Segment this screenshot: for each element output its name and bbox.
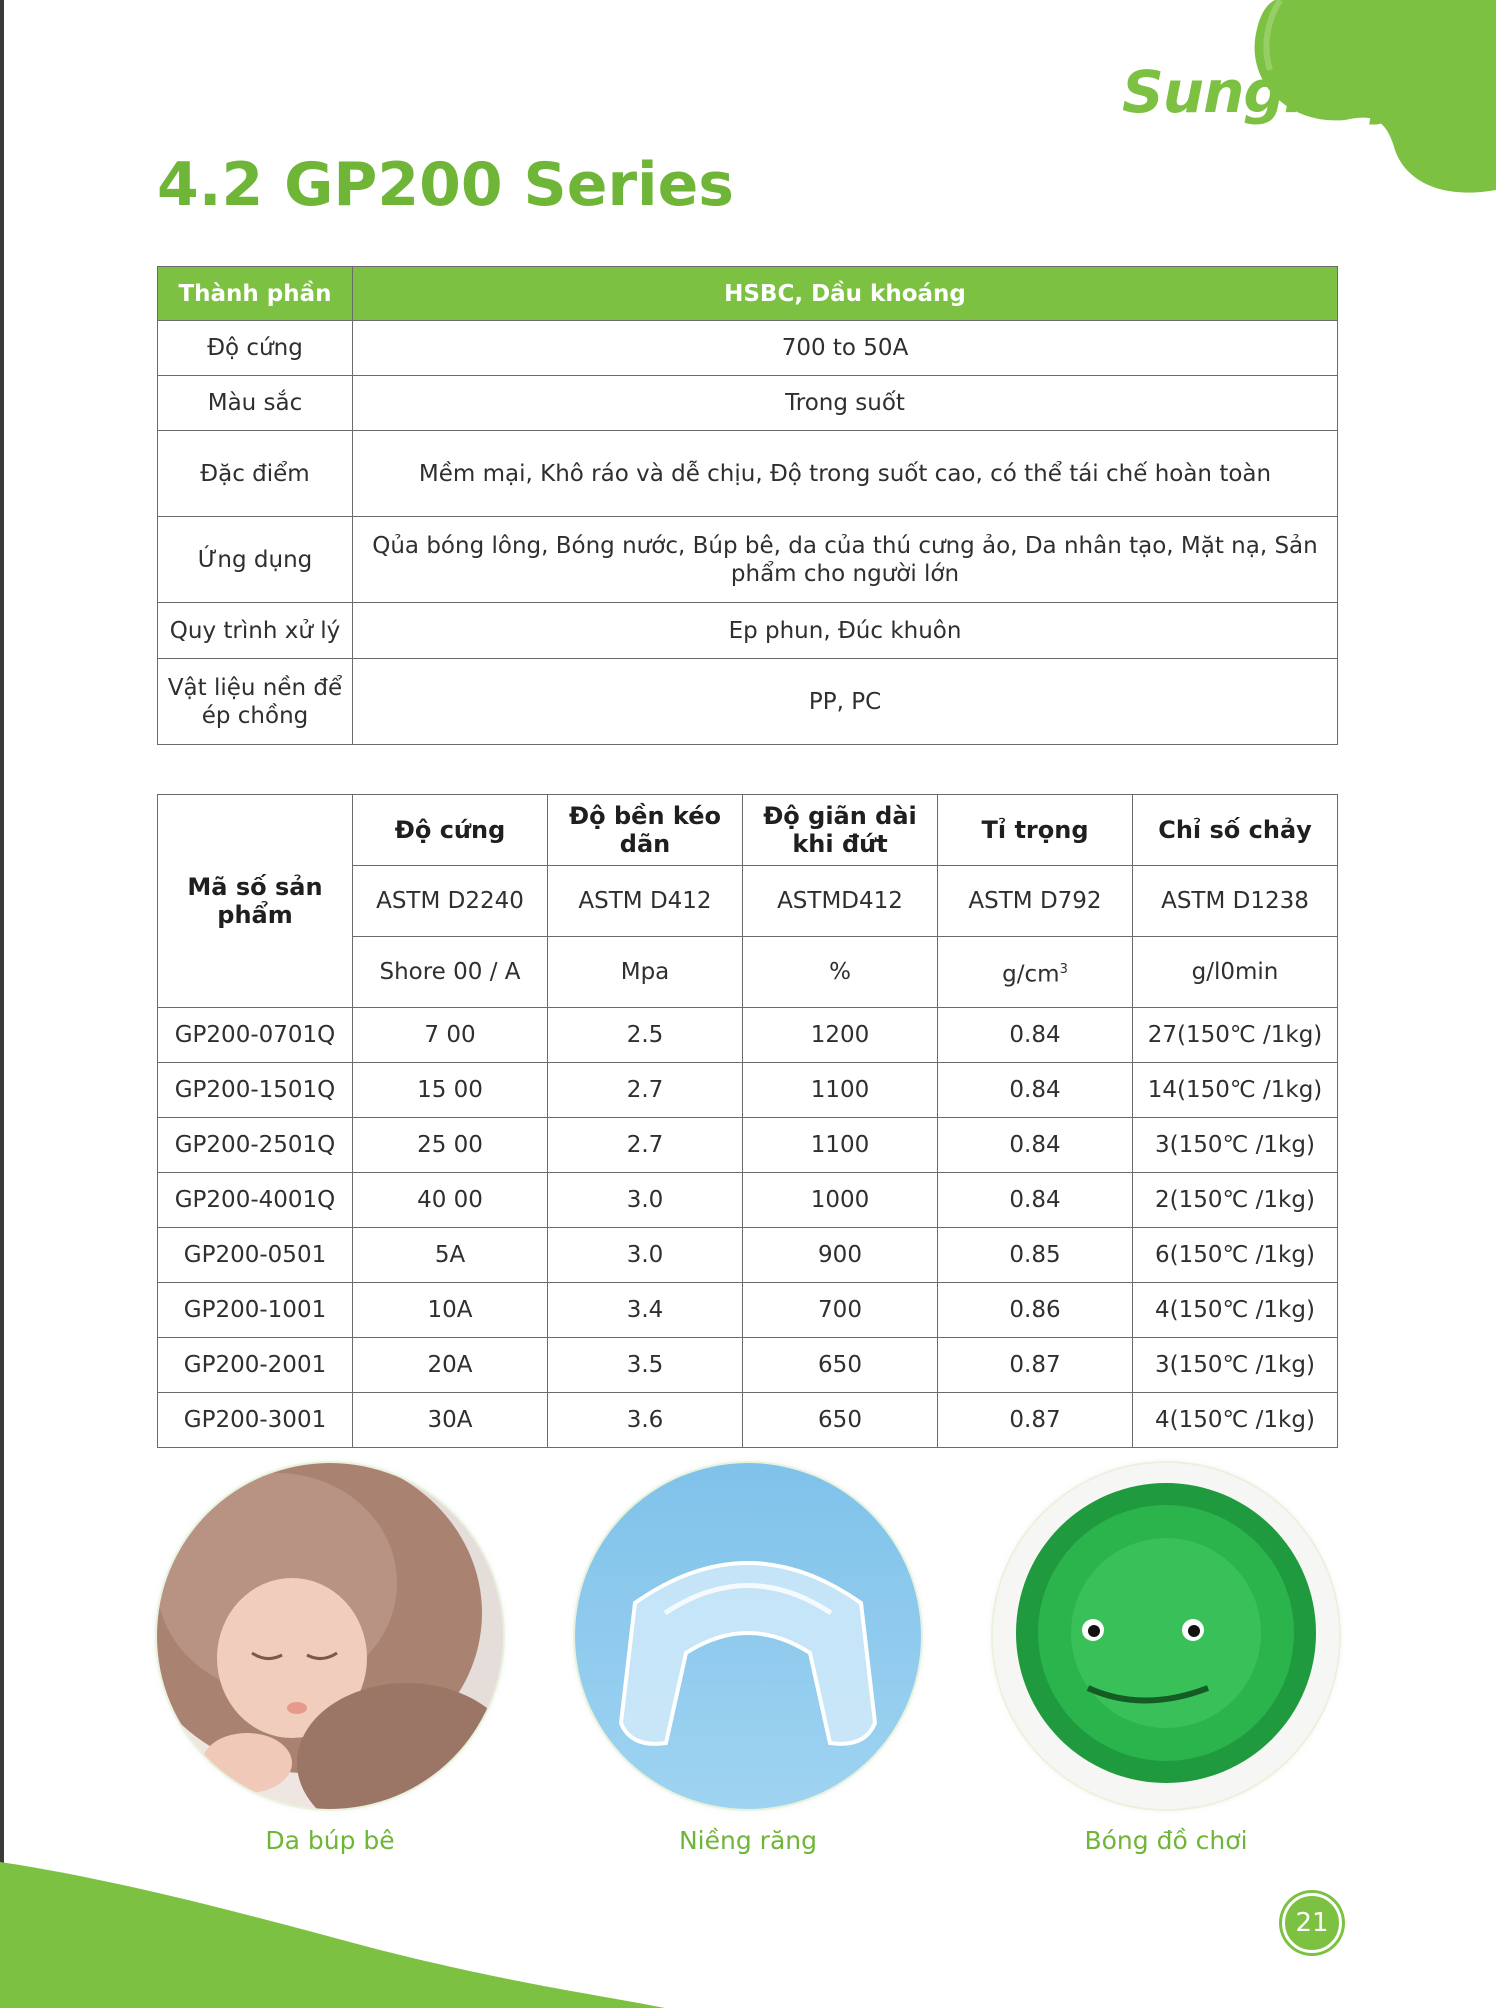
product-hardness: 30A xyxy=(353,1393,548,1448)
product-density: 0.85 xyxy=(938,1228,1133,1283)
column-name: Chỉ số chảy xyxy=(1133,795,1338,866)
product-code: GP200-0701Q xyxy=(158,1008,353,1063)
product-code: GP200-0501 xyxy=(158,1228,353,1283)
column-unit: % xyxy=(743,937,938,1008)
product-mfi: 27(150℃ /1kg) xyxy=(1133,1008,1338,1063)
column-standard: ASTM D2240 xyxy=(353,866,548,937)
table-row xyxy=(158,321,1338,376)
product-tensile: 3.5 xyxy=(548,1338,743,1393)
gallery-caption: Da búp bê xyxy=(265,1826,395,1855)
table-row xyxy=(158,1393,1338,1448)
spec-value: Trong suốt xyxy=(353,376,1338,431)
product-code: GP200-4001Q xyxy=(158,1173,353,1228)
brand-logo: Sunglory xyxy=(1122,58,1407,126)
column-unit: Mpa xyxy=(548,937,743,1008)
table-row xyxy=(158,1283,1338,1338)
product-density: 0.87 xyxy=(938,1393,1133,1448)
spec-label: Vật liệu nền để ép chồng xyxy=(158,659,353,745)
spec-label: Quy trình xử lý xyxy=(158,603,353,659)
product-hardness: 5A xyxy=(353,1228,548,1283)
unit-base: g/cm xyxy=(1002,961,1060,988)
code-header: Mã số sản phẩm xyxy=(158,795,353,1008)
column-name: Tỉ trọng xyxy=(938,795,1133,866)
product-tensile: 3.4 xyxy=(548,1283,743,1338)
product-code: GP200-1501Q xyxy=(158,1063,353,1118)
product-mfi: 4(150℃ /1kg) xyxy=(1133,1393,1338,1448)
spec-header-value: HSBC, Dầu khoáng xyxy=(353,267,1338,321)
column-unit: Shore 00 / A xyxy=(353,937,548,1008)
product-elongation: 1200 xyxy=(743,1008,938,1063)
product-hardness: 20A xyxy=(353,1338,548,1393)
product-mfi: 3(150℃ /1kg) xyxy=(1133,1338,1338,1393)
spec-table xyxy=(157,266,1338,745)
column-name-row xyxy=(158,795,1338,866)
spec-label: Độ cứng xyxy=(158,321,353,376)
spec-value: Ep phun, Đúc khuôn xyxy=(353,603,1338,659)
product-density: 0.87 xyxy=(938,1338,1133,1393)
product-tensile: 2.7 xyxy=(548,1118,743,1173)
product-mfi: 3(150℃ /1kg) xyxy=(1133,1118,1338,1173)
product-code: GP200-2001 xyxy=(158,1338,353,1393)
column-name: Độ bền kéo dãn xyxy=(548,795,743,866)
spec-value: Mềm mại, Khô ráo và dễ chịu, Độ trong suốt cao, có thể tái chế hoàn toàn xyxy=(353,431,1338,517)
table-row xyxy=(158,659,1338,745)
product-tensile: 3.0 xyxy=(548,1228,743,1283)
spec-value: Qủa bóng lông, Bóng nước, Búp bê, da của thú cưng ảo, Da nhân tạo, Mặt nạ, Sản phẩm cho người lớn xyxy=(353,517,1338,603)
table-row xyxy=(158,1228,1338,1283)
product-hardness: 25 00 xyxy=(353,1118,548,1173)
unit-superscript: 3 xyxy=(1059,961,1068,977)
table-row xyxy=(158,376,1338,431)
column-standard: ASTM D412 xyxy=(548,866,743,937)
product-density: 0.86 xyxy=(938,1283,1133,1338)
product-hardness: 7 00 xyxy=(353,1008,548,1063)
table-row xyxy=(158,1008,1338,1063)
toy-ball-photo-icon xyxy=(993,1463,1339,1809)
product-table xyxy=(157,794,1338,1448)
product-tensile: 2.5 xyxy=(548,1008,743,1063)
table-row xyxy=(158,431,1338,517)
product-density: 0.84 xyxy=(938,1063,1133,1118)
product-mfi: 14(150℃ /1kg) xyxy=(1133,1063,1338,1118)
product-elongation: 1100 xyxy=(743,1118,938,1173)
column-unit: g/l0min xyxy=(1133,937,1338,1008)
product-mfi: 4(150℃ /1kg) xyxy=(1133,1283,1338,1338)
table-row xyxy=(158,517,1338,603)
product-density: 0.84 xyxy=(938,1173,1133,1228)
product-mfi: 6(150℃ /1kg) xyxy=(1133,1228,1338,1283)
product-mfi: 2(150℃ /1kg) xyxy=(1133,1173,1338,1228)
column-standard: ASTMD412 xyxy=(743,866,938,937)
table-row xyxy=(158,603,1338,659)
product-tensile: 3.6 xyxy=(548,1393,743,1448)
product-elongation: 700 xyxy=(743,1283,938,1338)
product-elongation: 650 xyxy=(743,1393,938,1448)
product-tensile: 2.7 xyxy=(548,1063,743,1118)
product-hardness: 10A xyxy=(353,1283,548,1338)
product-elongation: 1100 xyxy=(743,1063,938,1118)
product-elongation: 650 xyxy=(743,1338,938,1393)
gallery-caption: Bóng đồ chơi xyxy=(1084,1826,1248,1855)
product-hardness: 40 00 xyxy=(353,1173,548,1228)
spec-label: Ứng dụng xyxy=(158,517,353,603)
product-tensile: 3.0 xyxy=(548,1173,743,1228)
product-density: 0.84 xyxy=(938,1118,1133,1173)
column-name: Độ cứng xyxy=(353,795,548,866)
table-row xyxy=(158,1063,1338,1118)
column-standard: ASTM D792 xyxy=(938,866,1133,937)
page-number: 21 xyxy=(1282,1893,1342,1953)
product-elongation: 900 xyxy=(743,1228,938,1283)
spec-header-label: Thành phần xyxy=(158,267,353,321)
column-standard: ASTM D1238 xyxy=(1133,866,1338,937)
table-row xyxy=(158,1173,1338,1228)
doll-photo-icon xyxy=(157,1463,503,1809)
product-code: GP200-3001 xyxy=(158,1393,353,1448)
product-code: GP200-1001 xyxy=(158,1283,353,1338)
column-name: Độ giãn dài khi đứt xyxy=(743,795,938,866)
mouthguard-photo-icon xyxy=(575,1463,921,1809)
gallery-caption: Niềng răng xyxy=(678,1826,817,1855)
page-title: 4.2 GP200 Series xyxy=(157,150,735,220)
product-density: 0.84 xyxy=(938,1008,1133,1063)
product-elongation: 1000 xyxy=(743,1173,938,1228)
spec-label: Đặc điểm xyxy=(158,431,353,517)
product-hardness: 15 00 xyxy=(353,1063,548,1118)
spec-value: PP, PC xyxy=(353,659,1338,745)
table-row xyxy=(158,1118,1338,1173)
column-unit xyxy=(938,937,1133,1008)
spec-label: Màu sắc xyxy=(158,376,353,431)
product-code: GP200-2501Q xyxy=(158,1118,353,1173)
spec-value: 700 to 50A xyxy=(353,321,1338,376)
table-row xyxy=(158,1338,1338,1393)
spec-header-row xyxy=(158,267,1338,321)
